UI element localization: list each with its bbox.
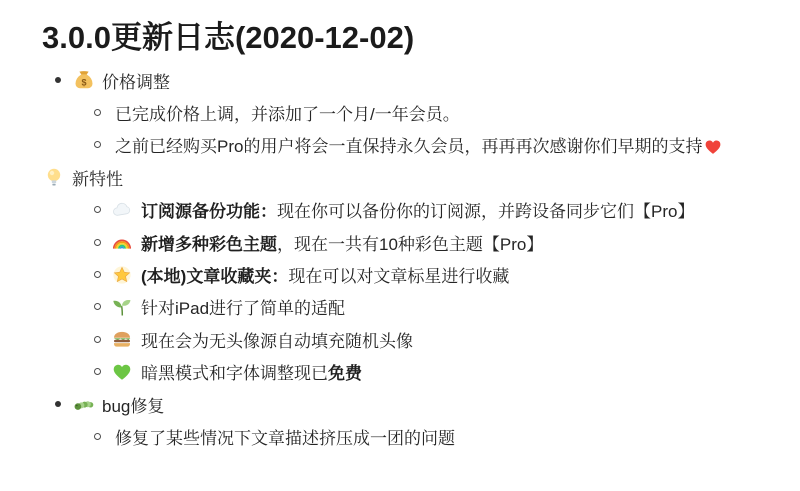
changelog-item [0,129,800,161]
hollow-bullet [94,303,101,310]
item-text: 修复了某些情况下文章描述挤压成一团的问题 [115,428,455,448]
glowing-star-icon [112,265,132,285]
item-text: 针对iPad进行了简单的适配 [141,299,346,319]
hollow-bullet [94,368,101,375]
item-text: (本地)文章收藏夹：现在可以对文章标星进行收藏 [141,267,510,287]
item-text: 之前已经购买Pro的用户将会一直保持永久会员，再再再次感谢你们早期的支持 [115,132,722,157]
section-heading-text: 新特性 [72,169,123,189]
changelog-item [0,420,800,452]
bug-icon [74,394,94,414]
light-bulb-icon [44,167,64,187]
hollow-bullet [94,141,101,148]
green-heart-icon [112,362,132,382]
page-title: 3.0.0更新日志(2020-12-02) [42,20,415,55]
hollow-bullet [94,239,101,246]
filled-bullet [55,77,61,83]
seedling-icon [112,297,132,317]
section-heading-text: 价格调整 [102,72,170,92]
hollow-bullet [94,109,101,116]
item-text: 新增多种彩色主题，现在一共有10种彩色主题【Pro】 [141,234,544,254]
changelog-item [0,226,800,258]
changelog-list [0,62,800,453]
section-heading-text: bug修复 [102,396,165,416]
item-text: 订阅源备份功能：现在你可以备份你的订阅源，并跨设备同步它们【Pro】 [141,202,695,222]
hollow-bullet [94,271,101,278]
money-bag-icon [74,70,94,90]
cloud-icon [112,200,132,220]
changelog-item [0,291,800,323]
changelog-item [0,96,800,128]
hollow-bullet [94,206,101,213]
changelog-item [0,356,800,388]
item-text: 现在会为无头像源自动填充随机头像 [141,331,413,351]
hollow-bullet [94,336,101,343]
filled-bullet [55,401,61,407]
rainbow-icon [112,232,132,252]
red-heart-icon [704,138,722,156]
section-heading-bugfix [0,388,800,420]
section-heading-pricing [0,64,800,96]
changelog-item [0,323,800,355]
changelog-item [0,258,800,290]
hamburger-icon [112,329,132,349]
hollow-bullet [94,433,101,440]
section-heading-features [0,161,800,193]
changelog-item [0,194,800,226]
item-text: 已完成价格上调，并添加了一个月/一年会员。 [115,105,460,125]
svg-text:$: $ [81,77,87,88]
item-text: 暗黑模式和字体调整现已免费 [141,364,362,384]
